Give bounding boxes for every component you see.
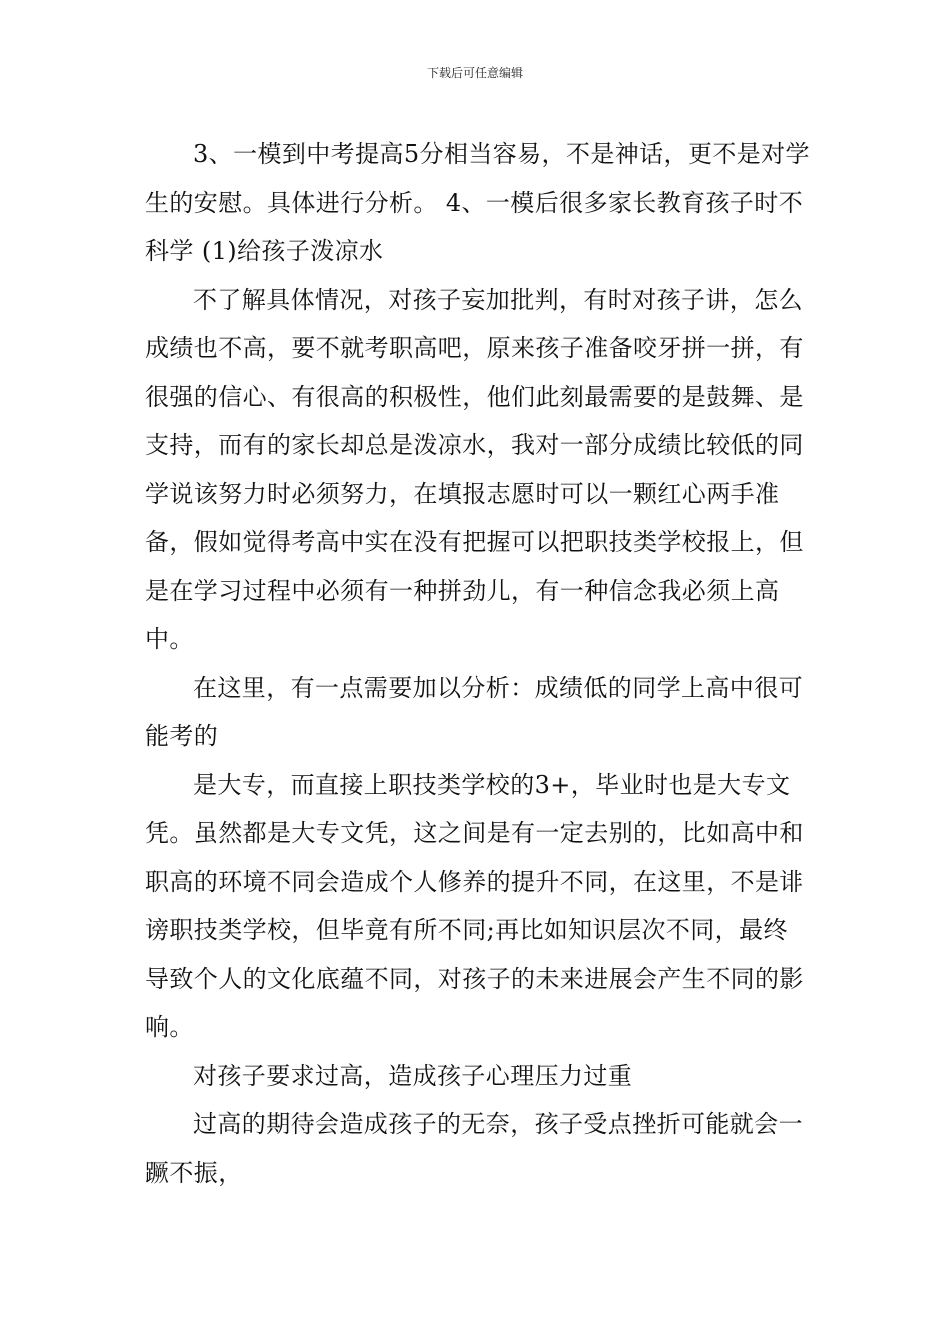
paragraph-6: 过高的期待会造成孩子的无奈，孩子受点挫折可能就会一蹶不振， xyxy=(145,1110,803,1187)
paragraph-1: 3、一模到中考提高5分相当容易，不是神话，更不是对学生的安慰。具体进行分析。 4、一模后很多家长教育孩子时不科学 (1)给孩子泼凉水 xyxy=(145,140,810,265)
document-body xyxy=(145,130,810,1197)
paragraph-5: 对孩子要求过高，造成孩子心理压力过重 xyxy=(193,1061,633,1090)
paragraph-3: 在这里，有一点需要加以分析：成绩低的同学上高中很可能考的 xyxy=(145,673,803,750)
page-header: 下载后可任意编辑 xyxy=(426,66,523,80)
paragraph-2: 不了解具体情况，对孩子妄加批判，有时对孩子讲，怎么成绩也不高，要不就考职高吧，原来孩子准备咬牙拼一拼，有很强的信心、有很高的积极性，他们此刻最需要的是鼓舞、是支持，而有的家长却总是泼凉水，我对一部分成绩比较低的同学说该努力时必须努力，在填报志愿时可以一颗红心两手准备，假如觉得考高中实在没有把握可以把职技类学校报上，但是在学习过程中必须有一种拼劲儿，有一种信念我必须上高中。 xyxy=(145,285,804,653)
paragraph-4: 是大专，而直接上职技类学校的3+，毕业时也是大专文凭。虽然都是大专文凭，这之间是有一定去别的，比如高中和职高的环境不同会造成个人修养的提升不同，在这里，不是诽谤职技类学校，但毕竟有所不同;再比如知识层次不同，最终导致个人的文化底蕴不同，对孩子的未来进展会产生不同的影响。 xyxy=(145,770,804,1041)
